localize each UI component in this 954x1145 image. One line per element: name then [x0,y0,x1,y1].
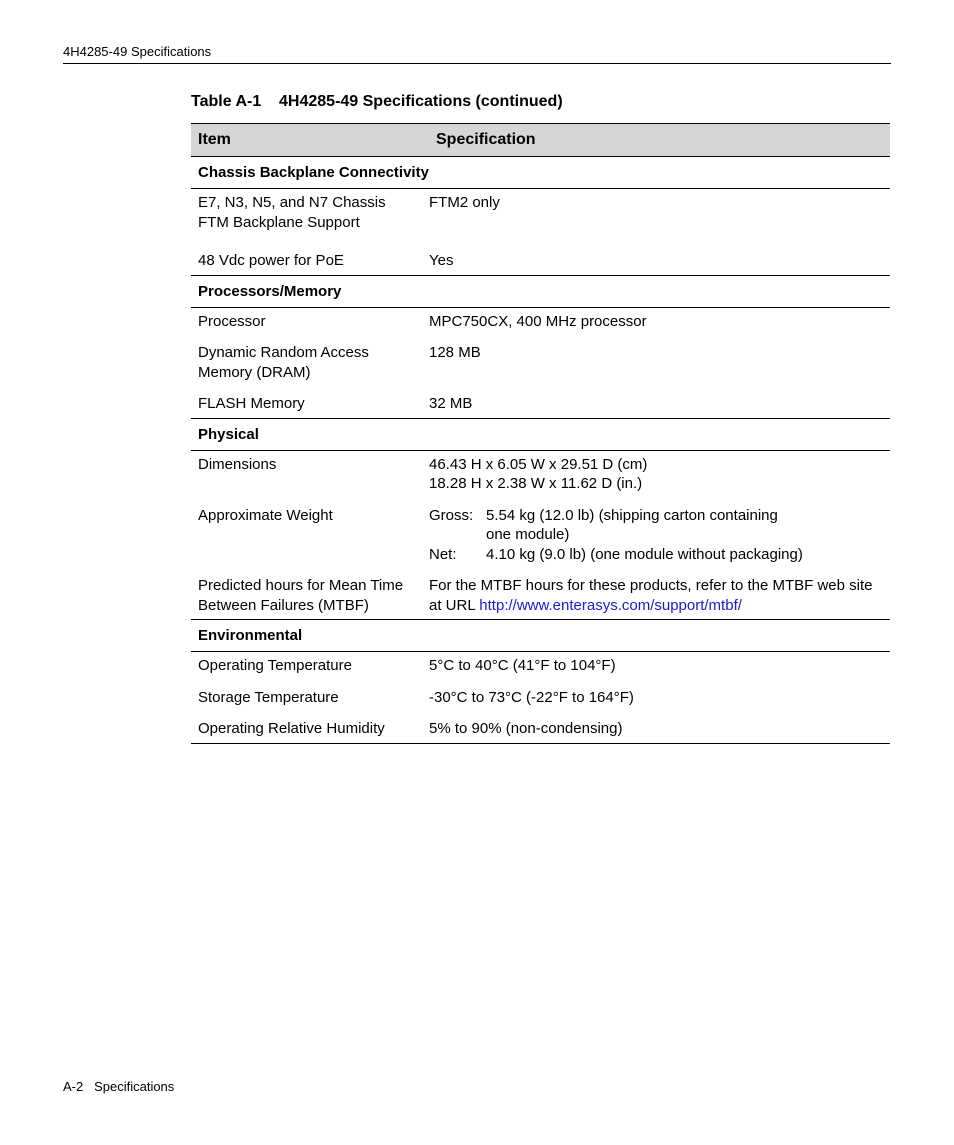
table-row [191,312,890,332]
section-physical: Physical [191,419,890,451]
spec-table [191,123,890,744]
table-row [191,193,890,232]
dimensions-in: 18.28 H x 2.38 W x 11.62 D (in.) [429,475,643,492]
mtbf-link[interactable]: http://www.enterasys.com/support/mtbf/ [479,596,742,614]
table-header-row [191,123,890,157]
table-row [191,576,890,615]
column-header-specification: Specification [436,131,536,148]
gross-weight [429,506,890,545]
item-cell: Operating Temperature [198,657,352,674]
net-value: 4.10 kg (9.0 lb) (one module without packaging) [486,545,803,563]
spec-cell: 32 MB [429,395,473,412]
item-cell: Dynamic Random Access Memory (DRAM) [198,344,369,381]
column-header-item: Item [198,131,231,148]
table-row [191,656,890,676]
section-rows-chassis [191,189,890,276]
spec-cell: 5% to 90% (non-condensing) [429,720,623,737]
footer-section-name: Specifications [94,1079,175,1094]
item-cell: Operating Relative Humidity [198,720,385,737]
page-footer [63,1079,174,1094]
spec-cell: -30°C to 73°C (-22°F to 164°F) [429,688,634,706]
table-row [191,719,890,739]
item-cell: Predicted hours for Mean Time Between Failures (MTBF) [198,577,404,614]
item-cell: FLASH Memory [198,395,305,412]
section-rows-physical [191,451,890,621]
net-weight [429,545,890,565]
header-rule [63,63,891,64]
spec-cell [429,455,890,494]
spec-cell: 128 MB [429,344,481,361]
net-label: Net: [429,545,457,563]
section-processors-memory: Processors/Memory [191,276,890,308]
item-cell: Storage Temperature [198,688,339,706]
item-cell: E7, N3, N5, and N7 Chassis FTM Backplane Support [198,194,386,231]
spec-cell [429,576,890,615]
table-title: 4H4285-49 Specifications (continued) [279,93,563,110]
table-row [191,455,890,494]
gross-value: 5.54 kg (12.0 lb) (shipping carton containing one module) [486,506,778,543]
section-rows-processors [191,308,890,419]
mtbf-text: For the MTBF hours for these products, refer to the MTBF web site at URL [429,577,873,614]
spec-cell: Yes [429,252,454,269]
spec-cell: 5°C to 40°C (41°F to 104°F) [429,657,616,674]
spec-cell: FTM2 only [429,194,500,211]
item-cell: Processor [198,312,266,330]
page-number: A-2 [63,1079,84,1094]
table-row [191,251,890,271]
table-row [191,343,890,382]
table-number: Table A-1 [191,93,262,110]
table-row [191,394,890,414]
section-environmental: Environmental [191,620,890,652]
running-header: 4H4285-49 Specifications [63,44,212,59]
item-cell: Approximate Weight [198,506,333,524]
spec-cell: MPC750CX, 400 MHz processor [429,312,647,330]
section-chassis-backplane: Chassis Backplane Connectivity [191,157,890,189]
table-row [191,688,890,708]
table-row [191,506,890,565]
item-cell: 48 Vdc power for PoE [198,252,344,269]
dimensions-cm: 46.43 H x 6.05 W x 29.51 D (cm) [429,455,648,473]
gross-label: Gross: [429,506,474,524]
table-caption [191,93,563,111]
spec-cell [429,506,890,565]
section-rows-environmental [191,652,890,744]
item-cell: Dimensions [198,455,277,473]
